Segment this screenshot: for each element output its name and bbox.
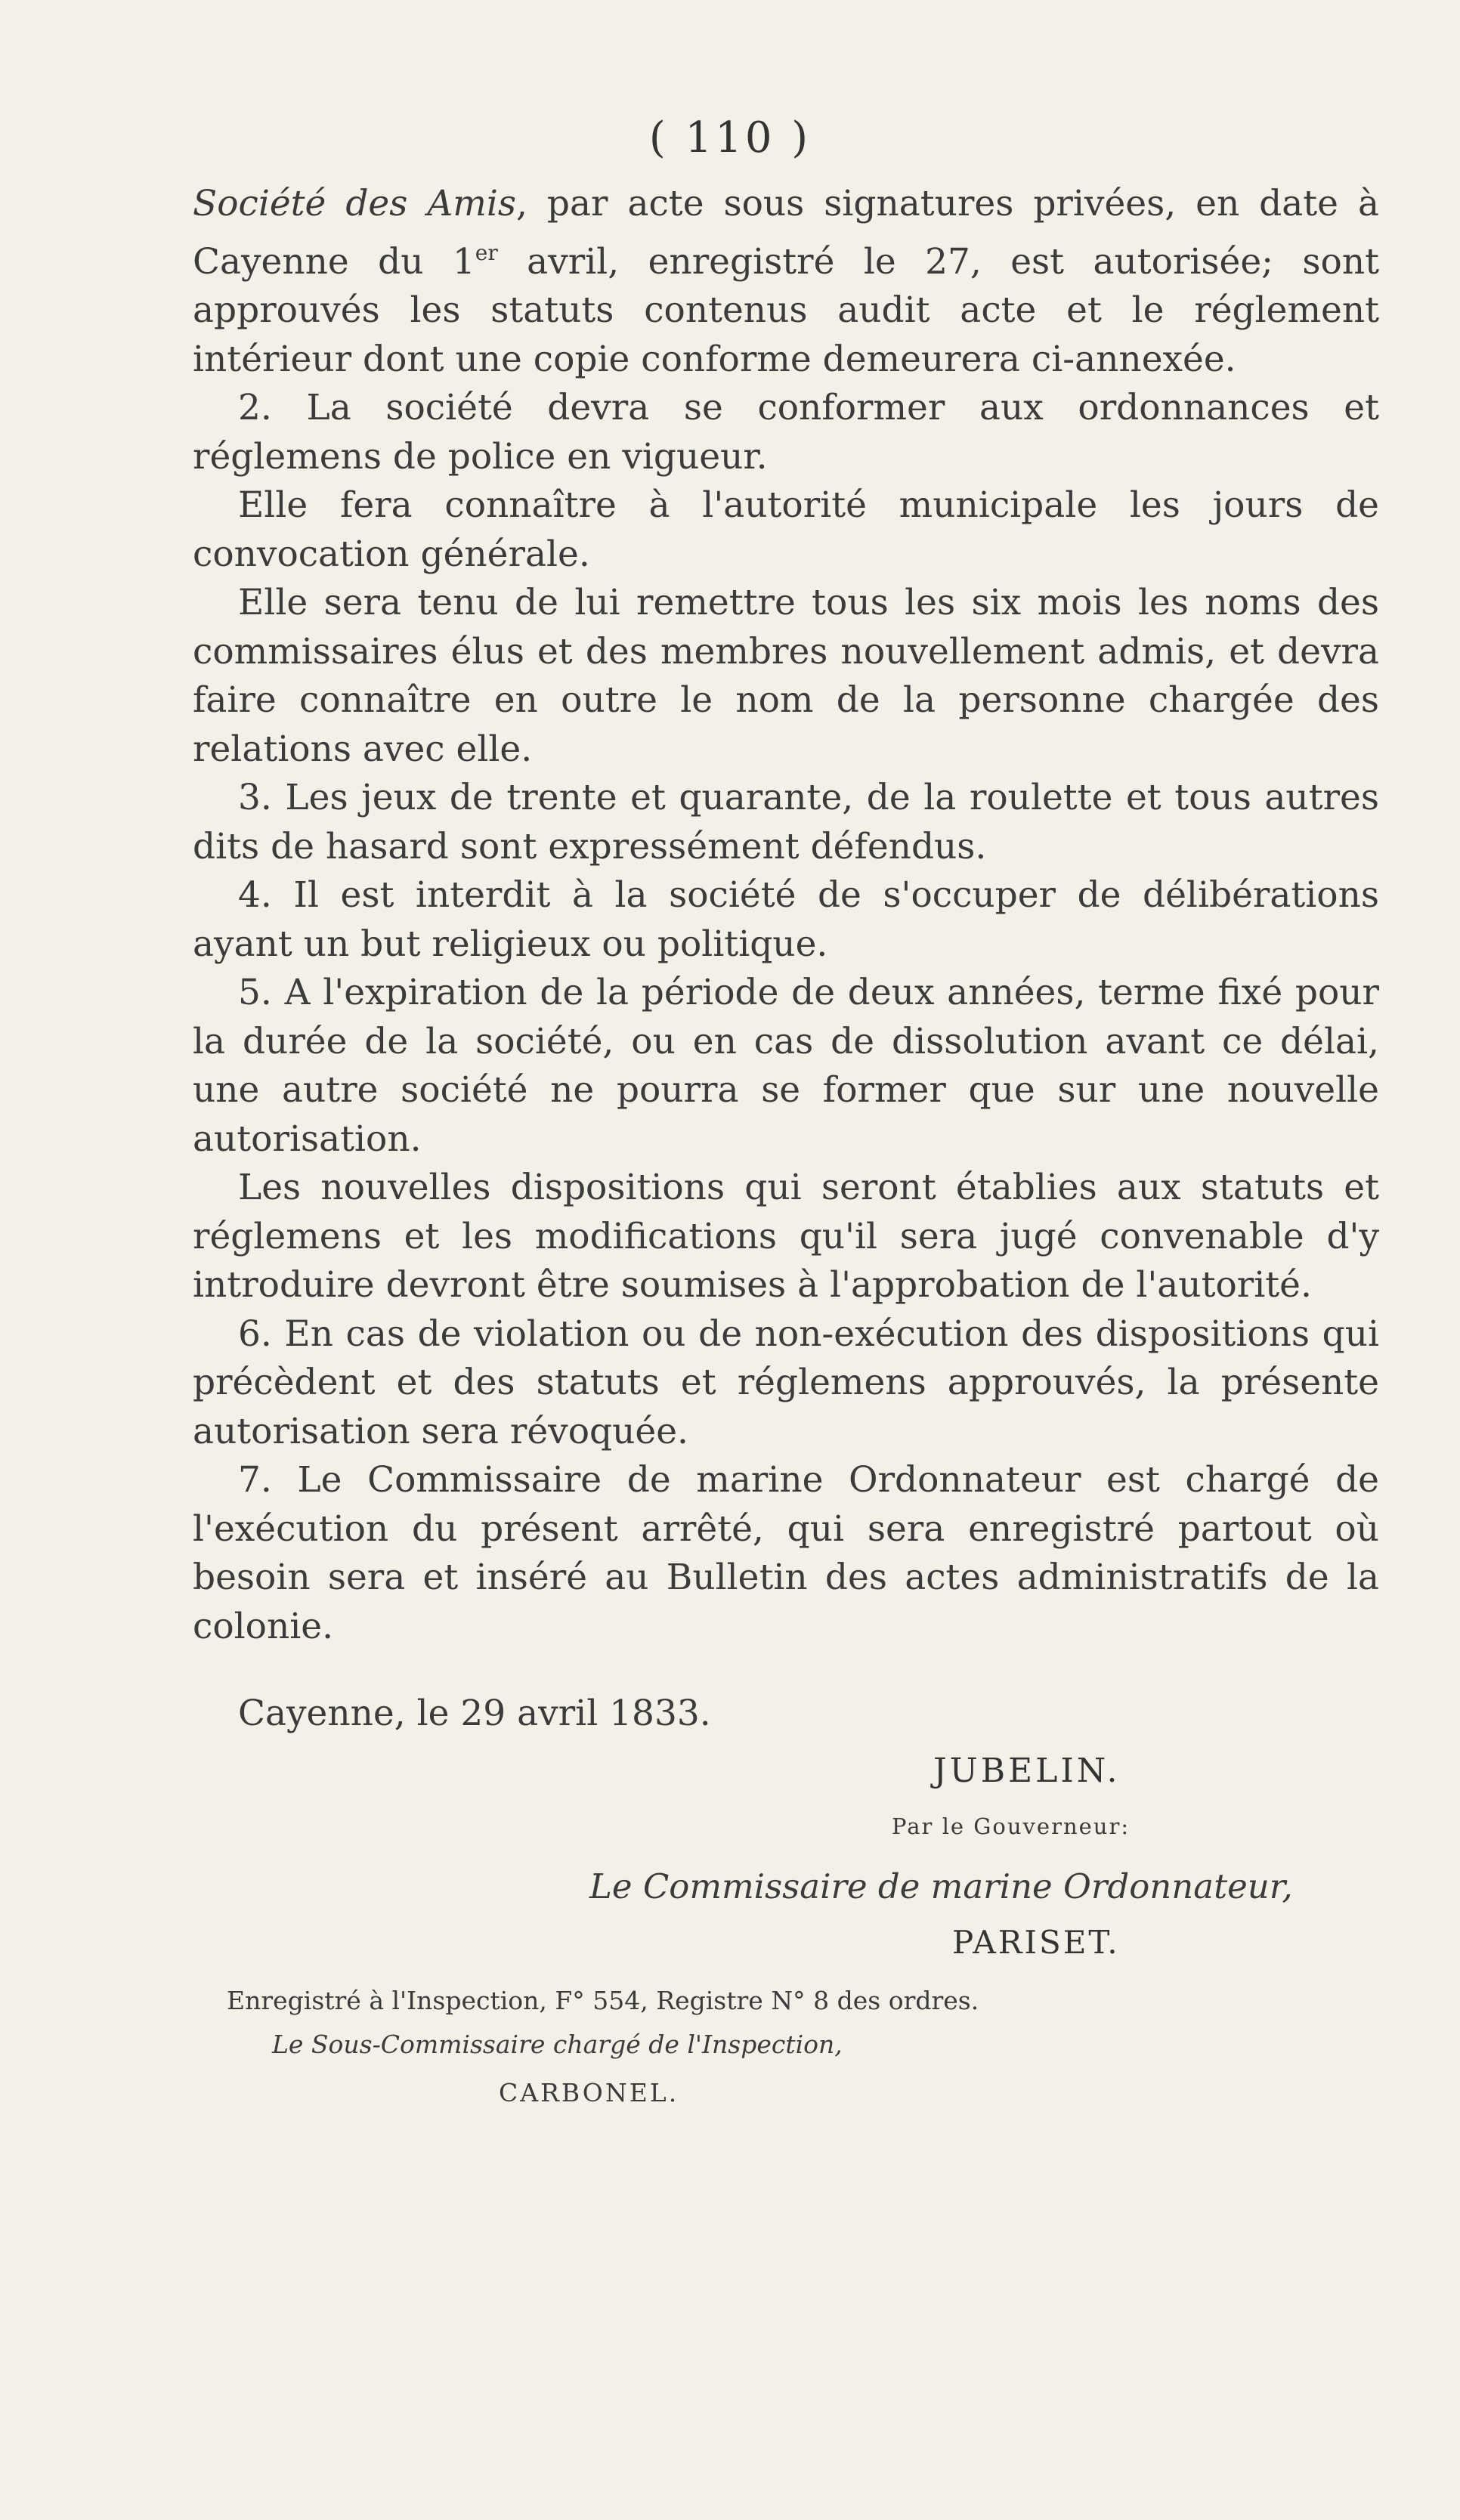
paragraph-article-4: 4. Il est interdit à la société de s'occuper de délibérations ayant un but religieux ou politique. xyxy=(193,874,1379,965)
par-le-gouverneur: Par le Gouverneur: xyxy=(892,1813,1131,1839)
sous-commissaire-title: Le Sous-Commissaire chargé de l'Inspection, xyxy=(272,2030,843,2059)
paragraph-article-7: 7. Le Commissaire de marine Ordonnateur est chargé de l'exécution du présent arrêté, qui sera enregistré partout où besoin sera et inséré au Bulletin des actes administratifs de la colonie. xyxy=(193,1459,1379,1647)
sous-commissaire-name: CARBONEL. xyxy=(499,2078,679,2107)
intro-text-part-2: avril, enregistré le 27, est autorisée; sont approuvés les statuts contenus audit acte et le réglement intérieur dont une copie conforme demeurera ci-annexée. xyxy=(193,240,1379,380)
paragraph-article-2: 2. La société devra se conformer aux ordonnances et réglemens de police en vigueur. xyxy=(193,387,1379,478)
commissaire-title: Le Commissaire de marine Ordonnateur, xyxy=(589,1866,1293,1906)
document-date: Cayenne, le 29 avril 1833. xyxy=(238,1693,711,1734)
paragraph-article-5b: Les nouvelles dispositions qui seront établies aux statuts et réglemens et les modifications qu'il sera jugé convenable d'y introduire devront être soumises à l'approbation de l'autorité. xyxy=(193,1167,1379,1306)
document-body xyxy=(193,180,1379,1651)
governor-signature: JUBELIN. xyxy=(933,1752,1121,1790)
paragraph-intro xyxy=(193,180,1379,384)
paragraph-article-2b: Elle fera connaître à l'autorité municipale les jours de convocation générale. xyxy=(193,484,1379,575)
superscript-er: er xyxy=(475,240,498,265)
commissaire-name: PARISET. xyxy=(952,1924,1120,1961)
paragraph-article-5: 5. A l'expiration de la période de deux années, terme fixé pour la durée de la société, ou en cas de dissolution avant ce délai, une autre société ne pourra se former que sur une nouvelle autorisation. xyxy=(193,972,1379,1160)
intro-text-part-1: , par acte sous signatures privées, en date à Cayenne du 1 xyxy=(193,183,1379,283)
paragraph-article-6: 6. En cas de violation ou de non-exécution des dispositions qui précèdent et des statuts et réglemens approuvés, la présente autorisation sera révoquée. xyxy=(193,1313,1379,1452)
page-number: ( 110 ) xyxy=(648,113,812,162)
paragraph-article-2c: Elle sera tenu de lui remettre tous les six mois les noms des commissaires élus et des membres nouvellement admis, et devra faire connaître en outre le nom de la personne chargée des relations avec elle. xyxy=(193,582,1379,770)
society-name: Société des Amis xyxy=(193,183,516,224)
registration-note: Enregistré à l'Inspection, F° 554, Registre N° 8 des ordres. xyxy=(227,1986,979,2015)
paragraph-article-3: 3. Les jeux de trente et quarante, de la roulette et tous autres dits de hasard sont expressément défendus. xyxy=(193,777,1379,867)
